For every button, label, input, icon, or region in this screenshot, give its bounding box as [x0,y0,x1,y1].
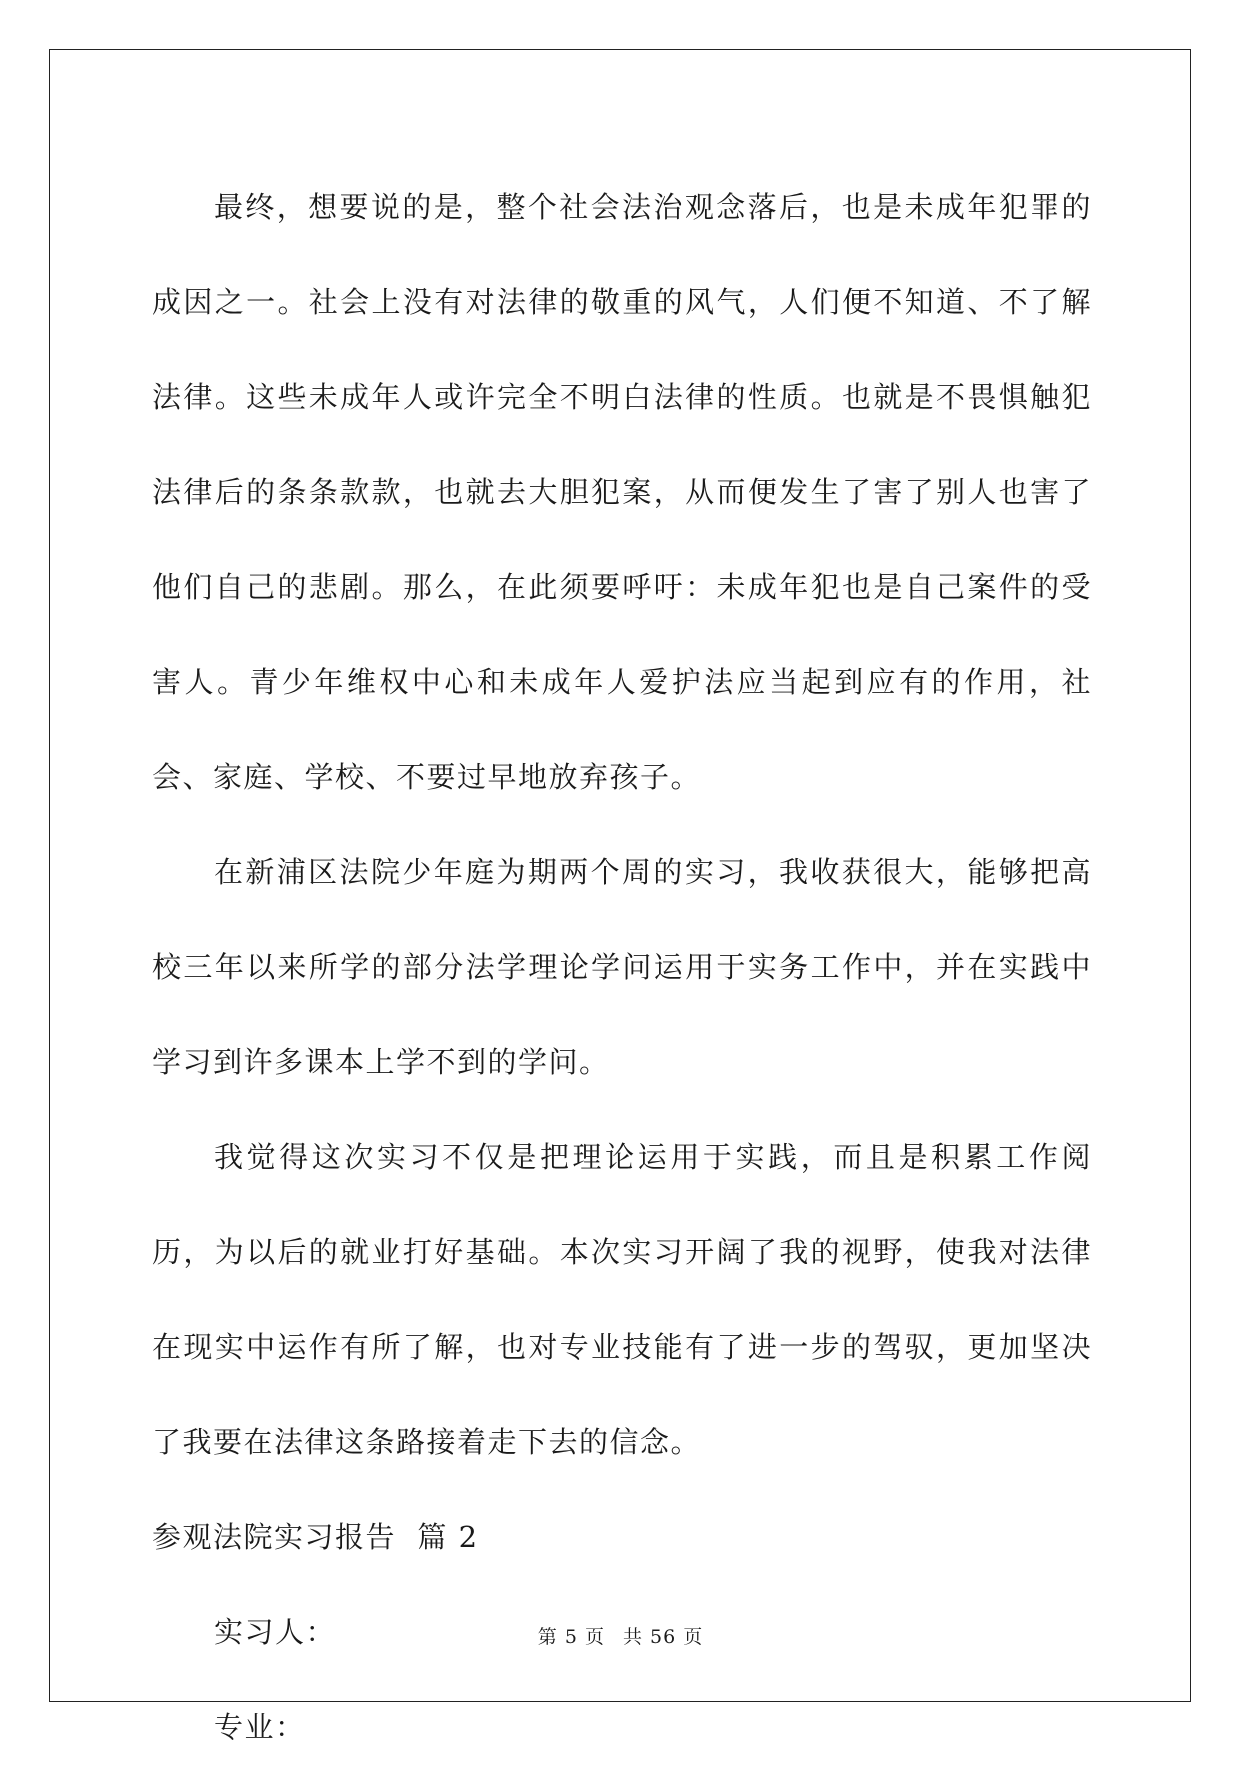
paragraph-2: 在新浦区法院少年庭为期两个周的实习，我收获很大，能够把高校三年以来所学的部分法学理论学问运用于实务工作中，并在实践中学习到许多课本上学不到的学问。 [152,855,1092,1079]
field-intern: 实习人： [214,1615,337,1649]
paragraph-3: 我觉得这次实习不仅是把理论运用于实践，而且是积累工作阅历，为以后的就业打好基础。本次实习开阔了我的视野，使我对法律在现实中运作有所了解，也对专业技能有了进一步的驾驭，更加坚决了我要在法律这条路接着走下去的信念。 [152,1140,1092,1459]
paragraph-1: 最终，想要说的是，整个社会法治观念落后，也是未成年犯罪的成因之一。社会上没有对法律的敬重的风气，人们便不知道、不了解法律。这些未成年人或许完全不明白法律的性质。也就是不畏惧触犯法律后的条条款款，也就去大胆犯案，从而便发生了害了别人也害了他们自己的悲剧。那么，在此须要呼吁：未成年犯也是自己案件的受害人。青少年维权中心和未成年人爱护法应当起到应有的作用，社会、家庭、学校、不要过早地放弃孩子。 [152,190,1092,794]
page-footer [0,1622,1241,1649]
page-total: 共 56 页 [622,1626,704,1648]
field-major: 专业： [214,1710,306,1744]
page-number: 第 5 页 [537,1626,605,1648]
document-body [152,160,1092,1775]
section-heading: 参观法院实习报告 篇 2 [152,1520,479,1554]
